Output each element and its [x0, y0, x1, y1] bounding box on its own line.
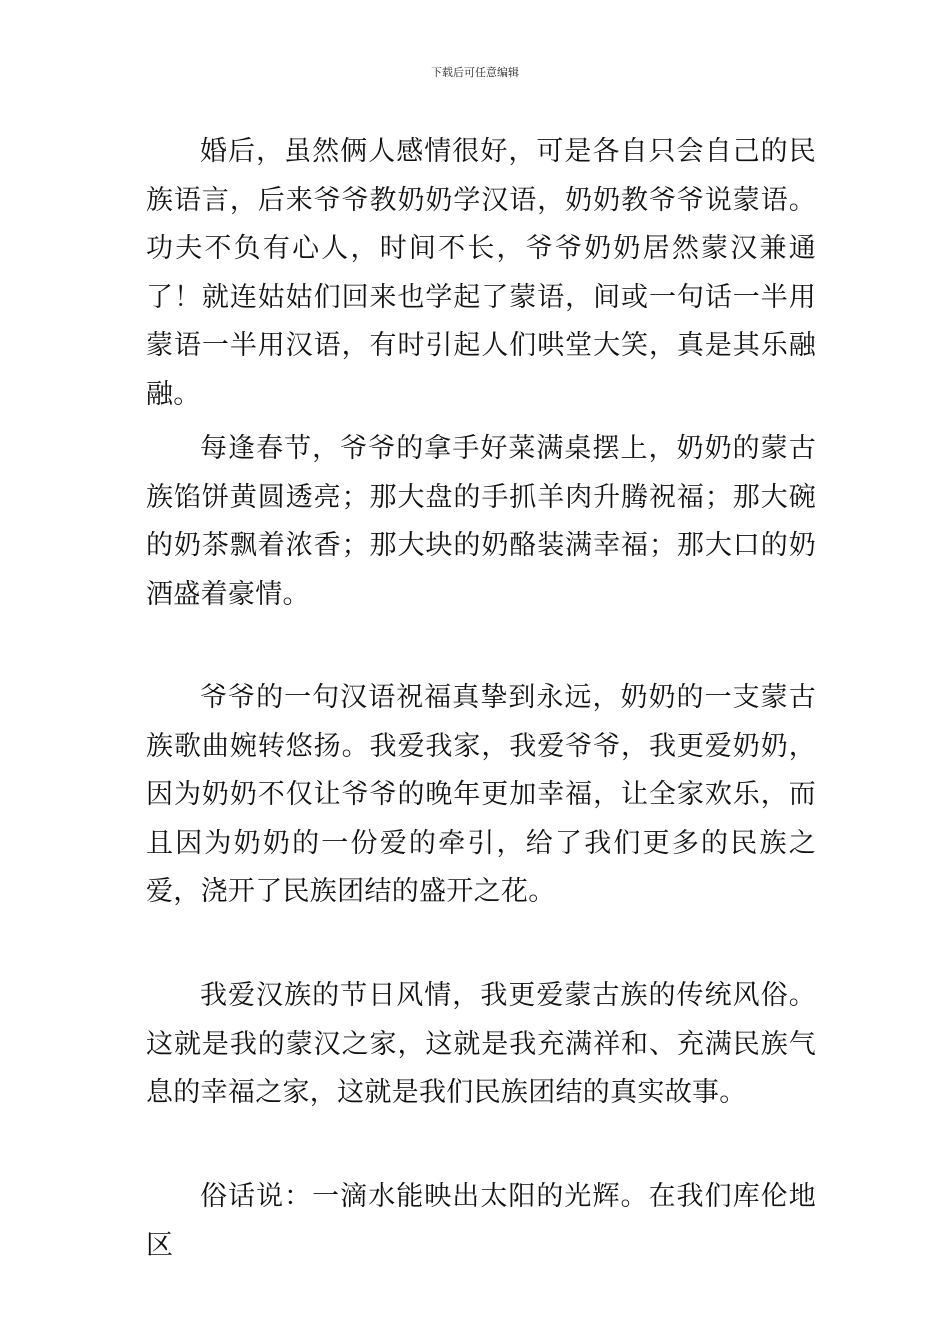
paragraph-2: 每逢春节，爷爷的拿手好菜满桌摆上，奶奶的蒙古族馅饼黄圆透亮；那大盘的手抓羊肉升腾祝福；那大碗的奶茶飘着浓香；那大块的奶酪装满幸福；那大口的奶酒盛着豪情。	[146, 433, 816, 610]
page-header: 下载后可任意编辑	[431, 66, 519, 79]
paragraph-1: 婚后，虽然俩人感情很好，可是各自只会自己的民族语言，后来爷爷教奶奶学汉语，奶奶教爷爷说蒙语。功夫不负有心人，时间不长，爷爷奶奶居然蒙汉兼通了！就连姑姑们回来也学起了蒙语，间或一句话一半用蒙语一半用汉语，有时引起人们哄堂大笑，真是其乐融融。	[146, 136, 816, 410]
paragraph-5: 俗话说：一滴水能映出太阳的光辉。在我们库伦地区	[146, 1181, 816, 1261]
paragraph-3: 爷爷的一句汉语祝福真挚到永远，奶奶的一支蒙古族歌曲婉转悠扬。我爱我家，我爱爷爷，我更爱奶奶，因为奶奶不仅让爷爷的晚年更加幸福，让全家欢乐，而且因为奶奶的一份爱的牵引，给了我们更多的民族之爱，浇开了民族团结的盛开之花。	[146, 682, 816, 907]
paragraph-4: 我爱汉族的节日风情，我更爱蒙古族的传统风俗。这就是我的蒙汉之家，这就是我充满祥和、充满民族气息的幸福之家，这就是我们民族团结的真实故事。	[146, 980, 816, 1108]
